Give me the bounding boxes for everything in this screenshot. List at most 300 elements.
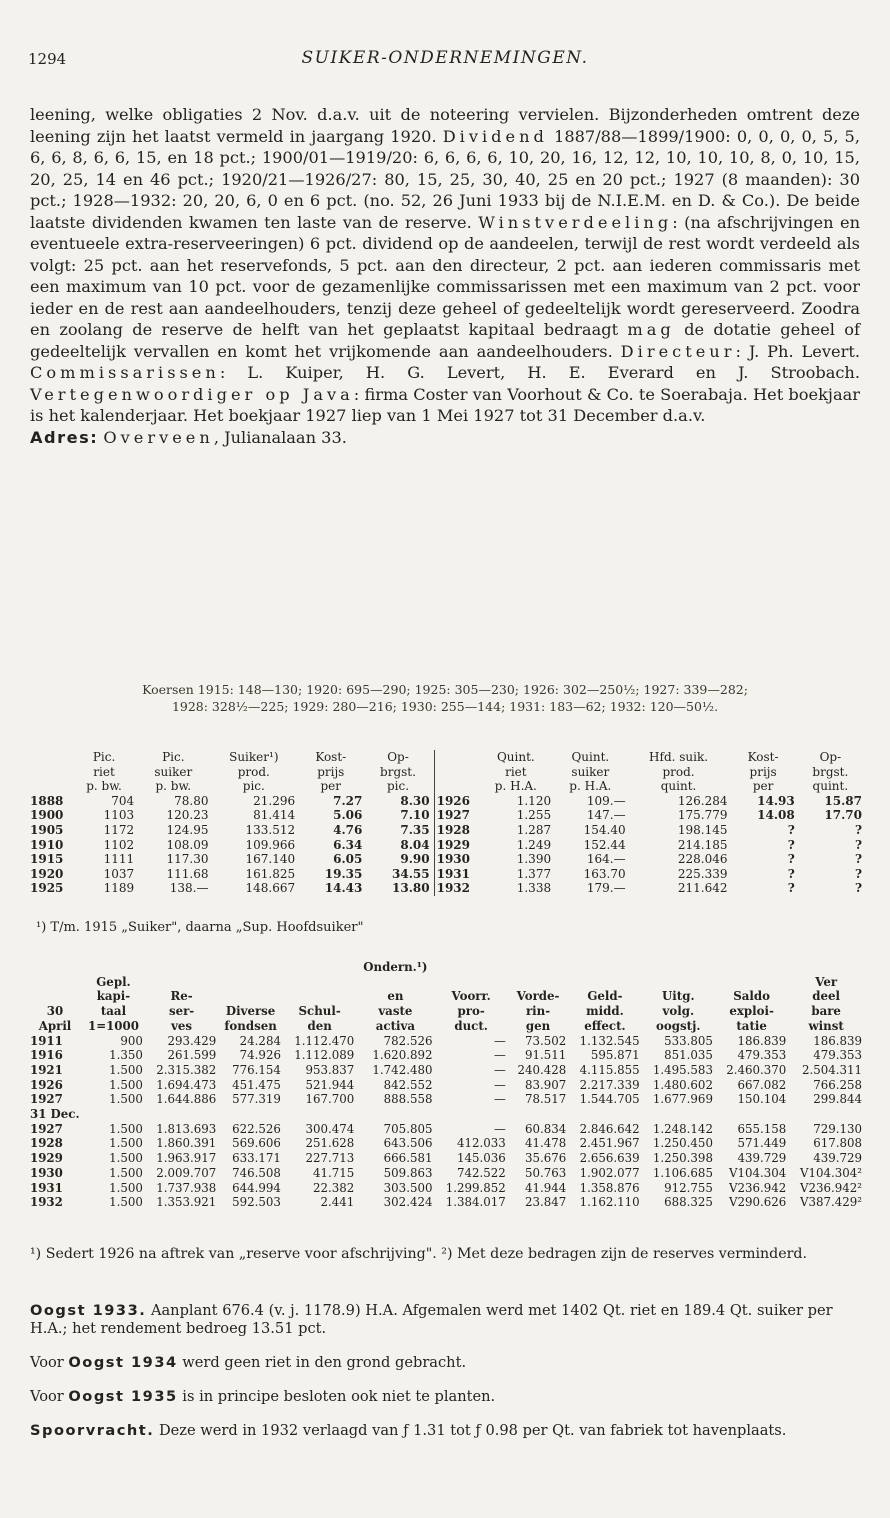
table-cell: 1.480.602: [652, 1077, 713, 1092]
year-cell: 1931: [436, 866, 470, 881]
address-place: Overveen: [103, 427, 214, 447]
table-cell: 633.171: [232, 1151, 281, 1166]
year-cell: 1932: [30, 1195, 63, 1210]
production-table: [28, 750, 864, 896]
table-cell: 1.248.142: [652, 1121, 713, 1136]
table-cell: 120.23: [166, 808, 209, 823]
spoorvracht-text: Deze werd in 1932 verlaagd van ƒ 1.31 tot ƒ 0.98 per Qt. van fabriek tot havenplaats.: [158, 1422, 787, 1439]
directeur-text: : J. Ph. Levert.: [735, 341, 860, 361]
table-cell: 1.250.398: [652, 1151, 713, 1166]
header-cell: p. H.A.: [569, 779, 612, 794]
share-prices: [30, 682, 860, 715]
table-cell: 1.742.480: [372, 1062, 433, 1077]
header-cell: Suiker¹): [229, 750, 279, 764]
winstverdeeling-label: Winstverdeeling: [478, 212, 673, 232]
table-cell: 644.994: [232, 1180, 281, 1195]
header-cell: rin-: [525, 1004, 551, 1019]
table-cell: 1.250.450: [652, 1136, 713, 1151]
header-cell: riet: [505, 764, 527, 779]
table-cell: 24.284: [239, 1033, 281, 1048]
year-cell: 1910: [30, 837, 64, 852]
table-cell: 1.813.693: [156, 1121, 217, 1136]
table-cell: 91.511: [524, 1048, 567, 1063]
oogst-1935-text: is in principe besloten ook niet te planten.: [182, 1388, 496, 1405]
table-cell: V104.304: [728, 1165, 787, 1180]
table-row: [28, 1078, 864, 1093]
table-cell: 108.09: [166, 837, 209, 852]
header-cell: effect.: [584, 1018, 626, 1033]
header-cell: quint.: [812, 779, 849, 794]
table-cell: 13.80: [392, 881, 430, 896]
table-cell: [283, 1107, 356, 1122]
header-cell: [356, 975, 434, 990]
table-cell: 851.035: [664, 1048, 713, 1063]
table-cell: 1.500: [109, 1195, 143, 1210]
table-cell: 643.506: [383, 1136, 433, 1151]
table-cell: ?: [787, 837, 795, 852]
table-cell: 154.40: [583, 822, 626, 837]
table-cell: 41.944: [524, 1180, 567, 1195]
header-cell: activa: [375, 1018, 416, 1033]
header-cell: per: [320, 779, 342, 794]
table-cell: 705.805: [383, 1121, 433, 1136]
header-cell: prijs: [749, 764, 777, 779]
table-cell: 1.162.110: [579, 1195, 640, 1210]
table-cell: 293.429: [167, 1033, 217, 1048]
header-cell: [28, 779, 72, 794]
table-cell: V236.942: [728, 1180, 787, 1195]
table-cell: 1.112.089: [294, 1048, 355, 1063]
oogst-1934-prefix: Voor: [30, 1354, 64, 1371]
header-cell: ser-: [168, 1004, 195, 1019]
table-cell: 186.839: [813, 1033, 862, 1048]
oogst-1935-prefix: Voor: [30, 1388, 64, 1405]
table-cell: 1103: [103, 808, 135, 823]
production-table-footnote: ¹) T/m. 1915 „Suiker", daarna „Sup. Hoofdsuiker": [36, 920, 364, 935]
table-cell: 1037: [103, 866, 135, 881]
header-cell: tatie: [736, 1018, 767, 1033]
table-cell: 78.80: [174, 793, 209, 808]
table-cell: 1.106.685: [652, 1165, 713, 1180]
header-cell: pic.: [242, 779, 265, 794]
table-cell: [788, 1107, 864, 1122]
header-cell: April: [38, 1018, 72, 1033]
header-cell: p. bw.: [86, 779, 122, 794]
oogst-1935-label: Oogst 1935: [68, 1388, 178, 1405]
table-cell: 1.249: [516, 837, 552, 852]
header-cell: Hfd. suik.: [649, 750, 709, 764]
table-cell: 1.390: [516, 852, 552, 867]
header-cell: brgst.: [380, 764, 416, 779]
header-cell: deel: [812, 989, 841, 1004]
header-cell: Kost-: [747, 750, 779, 764]
table-cell: 1.500: [109, 1092, 143, 1107]
table-cell: 167.140: [245, 852, 296, 867]
page-number: 1294: [28, 50, 67, 68]
table-cell: 842.552: [383, 1077, 433, 1092]
table-cell: 1.338: [516, 881, 552, 896]
table-row: [28, 1034, 864, 1049]
table-cell: 1.350: [109, 1048, 143, 1063]
header-cell: [218, 989, 283, 1004]
table-cell: ?: [854, 866, 862, 881]
header-cell: [28, 765, 72, 780]
header-cell: winst: [808, 1018, 844, 1033]
header-cell: p. H.A.: [494, 779, 537, 794]
header-cell: [218, 975, 283, 990]
table-cell: ?: [854, 822, 862, 837]
table-cell: 152.44: [583, 837, 626, 852]
company-description: [30, 104, 860, 448]
table-cell: 186.839: [737, 1033, 787, 1048]
header-cell: [145, 960, 218, 975]
table-cell: 2.009.707: [156, 1165, 217, 1180]
share-prices-line: Koersen 1915: 148—130; 1920: 695—290; 1925: 305—230; 1926: 302—250½; 1927: 339—282;: [142, 682, 748, 697]
header-cell: [642, 975, 715, 990]
year-cell: 1926: [436, 793, 470, 808]
table-cell: 1111: [103, 852, 135, 867]
dividend-label: Dividend: [442, 126, 548, 146]
table-cell: 83.907: [524, 1077, 567, 1092]
table-cell: 167.700: [305, 1092, 355, 1107]
header-cell: prijs: [317, 764, 345, 779]
commissarissen-text: : L. Kuiper, H. G. Levert, H. E. Everard en J. Stroobach.: [219, 363, 860, 382]
oogst-1934-text: werd geen riet in den grond gebracht.: [182, 1354, 467, 1371]
header-cell: [283, 989, 356, 1004]
header-cell: [715, 960, 788, 975]
header-cell: Op-: [387, 750, 409, 764]
table-cell: 2.656.639: [579, 1151, 640, 1166]
header-cell: [28, 960, 82, 975]
table-cell: 15.87: [824, 793, 862, 808]
year-cell: 1930: [30, 1165, 63, 1180]
table-cell: 7.10: [400, 808, 430, 823]
table-cell: 299.844: [813, 1092, 862, 1107]
header-cell: volg.: [662, 1004, 695, 1019]
table-cell: 766.258: [813, 1077, 862, 1092]
year-cell: 1900: [30, 808, 64, 823]
table-cell: 7.27: [333, 793, 363, 808]
table-cell: 225.339: [677, 866, 728, 881]
table-cell: 6.34: [333, 837, 363, 852]
table-cell: —: [494, 1092, 506, 1107]
table-row: [28, 808, 864, 823]
header-cell: taal: [100, 1004, 127, 1019]
header-cell: [434, 750, 479, 765]
year-cell: 1927: [30, 1092, 63, 1107]
table-cell: 78.517: [524, 1092, 567, 1107]
table-cell: [568, 1107, 641, 1122]
table-cell: ?: [854, 852, 862, 867]
header-cell: [788, 960, 864, 975]
header-cell: Diverse: [225, 1004, 276, 1019]
header-cell: Quint.: [571, 750, 610, 764]
table-cell: 124.95: [166, 822, 209, 837]
table-cell: 412.033: [457, 1136, 506, 1151]
spoorvracht-label: Spoorvracht.: [30, 1422, 155, 1439]
table-cell: 595.871: [590, 1048, 640, 1063]
table-cell: V290.626: [728, 1195, 787, 1210]
table-cell: 776.154: [232, 1062, 281, 1077]
header-cell: Geld-: [587, 989, 623, 1004]
table-cell: 303.500: [383, 1180, 433, 1195]
table-cell: 1.500: [109, 1180, 143, 1195]
table-cell: 111.68: [166, 866, 209, 881]
table-cell: 667.082: [737, 1077, 787, 1092]
table-cell: 622.526: [232, 1121, 281, 1136]
table-row: [28, 1195, 864, 1210]
page-header: [28, 48, 862, 78]
table-cell: 138.—: [169, 881, 209, 896]
table-cell: 704: [111, 793, 135, 808]
table-cell: 1.500: [109, 1121, 143, 1136]
header-cell: midd.: [586, 1004, 624, 1019]
table-cell: —: [494, 1077, 506, 1092]
header-cell: Voorr.: [451, 989, 491, 1004]
header-cell: Kost-: [315, 750, 347, 764]
header-cell: suiker: [154, 764, 193, 779]
table-cell: 577.319: [232, 1092, 281, 1107]
oogst-1934-label: Oogst 1934: [68, 1354, 178, 1371]
header-cell: [434, 960, 507, 975]
table-row: [28, 1048, 864, 1063]
table-cell: 2.460.370: [726, 1062, 787, 1077]
table-row: [28, 794, 864, 809]
header-cell: bare: [811, 1004, 841, 1019]
address-line: [30, 427, 860, 449]
header-cell: [28, 989, 82, 1004]
header-cell: 30: [46, 1004, 64, 1019]
table-cell: —: [494, 1062, 506, 1077]
table-cell: 1.287: [516, 822, 552, 837]
table-cell: 688.325: [664, 1195, 713, 1210]
table-cell: 439.729: [813, 1151, 862, 1166]
table-cell: 23.847: [524, 1195, 567, 1210]
table-cell: 73.502: [524, 1033, 567, 1048]
header-cell: den: [307, 1018, 332, 1033]
table-cell: 6.05: [333, 852, 363, 867]
table-cell: 1.358.876: [579, 1180, 640, 1195]
address-label: Adres:: [30, 427, 99, 447]
header-cell: [508, 960, 568, 975]
table-cell: 5.06: [333, 808, 363, 823]
table-cell: 150.104: [737, 1092, 787, 1107]
table-cell: 148.667: [245, 881, 296, 896]
header-cell: kapi-: [96, 989, 131, 1004]
table-cell: 1.544.705: [579, 1092, 640, 1107]
table-cell: 1.500: [109, 1136, 143, 1151]
table-cell: 1.677.969: [652, 1092, 713, 1107]
year-cell: 1920: [30, 866, 64, 881]
header-cell: exploi-: [729, 1004, 774, 1019]
table-cell: 41.478: [524, 1136, 567, 1151]
table-cell: 161.825: [245, 866, 296, 881]
table-header-row: [28, 765, 864, 780]
table-cell: 8.04: [400, 837, 430, 852]
header-cell: prod.: [662, 764, 695, 779]
balance-table: [28, 960, 864, 1210]
table-cell: 41.715: [313, 1165, 355, 1180]
header-cell: [642, 960, 715, 975]
header-cell: [28, 750, 72, 765]
vertegenwoordiger-text: : firma Coster van Voorhout & Co. te Soerabaja. Het boekjaar is het kalenderjaar. Het boekjaar 1927 liep van 1 Mei 1927 tot 31 December d.a.v.: [30, 384, 860, 425]
year-cell: 1905: [30, 822, 64, 837]
table-cell: 912.755: [664, 1180, 713, 1195]
table-cell: V387.429²: [799, 1195, 862, 1210]
header-cell: [434, 779, 479, 794]
table-cell: [508, 1107, 568, 1122]
table-row: [28, 1166, 864, 1181]
header-cell: suiker: [571, 764, 610, 779]
address-text: , Julianalaan 33.: [213, 427, 347, 447]
commissarissen-label: Commissarissen: [30, 363, 220, 382]
header-cell: Op-: [819, 750, 842, 764]
table-cell: 133.512: [245, 822, 296, 837]
spoorvracht-paragraph: [30, 1422, 860, 1440]
table-cell: 900: [120, 1033, 143, 1048]
table-row: [28, 1092, 864, 1107]
table-row: [28, 1107, 864, 1122]
table-cell: 14.08: [757, 808, 795, 823]
header-cell: Ondern.¹): [363, 960, 428, 974]
header-cell: [28, 975, 82, 990]
table-cell: 1.299.852: [445, 1180, 506, 1195]
header-cell: Ver: [815, 974, 838, 989]
table-row: [28, 881, 864, 896]
directeur-label: Directeur: [620, 341, 736, 361]
header-cell: [508, 975, 568, 990]
year-cell: 1927: [436, 808, 470, 823]
table-cell: 533.805: [664, 1033, 713, 1048]
table-cell: 109.966: [245, 837, 296, 852]
table-cell: 2.217.339: [579, 1077, 640, 1092]
table-cell: 1.500: [109, 1151, 143, 1166]
table-cell: 227.713: [305, 1151, 355, 1166]
table-cell: 2.441: [320, 1195, 355, 1210]
table-cell: 1.500: [109, 1062, 143, 1077]
header-cell: pic.: [386, 779, 410, 794]
table-cell: 50.763: [524, 1165, 567, 1180]
table-cell: 22.382: [313, 1180, 355, 1195]
year-cell: 1921: [30, 1062, 63, 1077]
oogst-1933-text: Aanplant 676.4 (v. j. 1178.9) H.A. Afgemalen werd met 1402 Qt. riet en 189.4 Qt. suiker per H.A.; het rendement bedroeg 13.51 pct.: [30, 1302, 833, 1337]
table-cell: 1.644.886: [156, 1092, 217, 1107]
header-cell: p. bw.: [155, 779, 192, 794]
header-cell: [568, 975, 641, 990]
table-cell: 302.424: [383, 1195, 433, 1210]
table-cell: V236.942²: [799, 1180, 862, 1195]
table-cell: 509.863: [383, 1165, 433, 1180]
header-cell: gen: [525, 1018, 551, 1033]
header-cell: [434, 765, 479, 780]
table-cell: 592.503: [232, 1195, 281, 1210]
table-row: [28, 1122, 864, 1137]
table-cell: 1.620.892: [372, 1048, 433, 1063]
share-prices-line: 1928: 328½—225; 1929: 280—216; 1930: 255—144; 1931: 183—62; 1932: 120—50½.: [171, 698, 719, 714]
table-row: [28, 1181, 864, 1196]
running-title: SUIKER-ONDERNEMINGEN.: [301, 48, 589, 68]
table-cell: 35.676: [524, 1151, 567, 1166]
table-cell: 1.694.473: [156, 1077, 217, 1092]
header-cell: [283, 960, 356, 975]
header-cell: oogstj.: [656, 1018, 701, 1033]
table-cell: [434, 1107, 507, 1122]
header-cell: [568, 960, 641, 975]
table-cell: 7.35: [400, 822, 430, 837]
year-cell: 1932: [436, 881, 470, 896]
table-cell: 782.526: [383, 1033, 433, 1048]
table-cell: 746.508: [232, 1165, 281, 1180]
loan-text: leening, welke obligaties 2 Nov. d.a.v. uit de noteering vervielen. Bijzonderheden omtrent deze leening zijn het laatst vermeld in jaargang 1920.: [30, 105, 860, 146]
vertegenwoordiger-label: Vertegenwoordiger op Java: [30, 384, 354, 404]
table-row: [28, 852, 864, 867]
table-cell: [642, 1107, 715, 1122]
table-cell: 1.112.470: [294, 1033, 355, 1048]
table-cell: 147.—: [586, 808, 626, 823]
header-cell: en: [387, 989, 404, 1004]
header-cell: [283, 975, 356, 990]
header-cell: [715, 975, 788, 990]
table-cell: 261.599: [167, 1048, 217, 1063]
table-cell: [218, 1107, 283, 1122]
header-cell: vaste: [378, 1004, 413, 1019]
header-cell: Uitg.: [661, 989, 695, 1004]
header-cell: Pic.: [92, 750, 116, 764]
mag-label: mag: [627, 320, 675, 339]
year-cell: 1929: [436, 837, 470, 852]
mag-text: de dotatie geheel of gedeeltelijk vervallen en komt het vrijkomende aan aandeelhouders.: [30, 320, 860, 361]
table-cell: 19.35: [324, 866, 363, 881]
table-row: [28, 838, 864, 853]
table-row: [28, 823, 864, 838]
table-header-row: [28, 750, 864, 765]
table-cell: ?: [787, 852, 795, 867]
table-cell: 1.495.583: [652, 1062, 713, 1077]
header-cell: Gepl.: [96, 974, 131, 989]
table-cell: 1.384.017: [445, 1195, 506, 1210]
year-cell: 1916: [30, 1048, 63, 1063]
table-cell: 214.185: [677, 837, 728, 852]
section-label: 31 Dec.: [30, 1107, 80, 1122]
table-header-row: [28, 779, 864, 794]
table-cell: [82, 1107, 145, 1122]
oogst-1935-paragraph: [30, 1388, 860, 1406]
table-row: [28, 867, 864, 882]
winstverdeeling-text: : (na afschrijvingen en eventueele extra-reserveeringen) 6 pct. dividend op de aandeelen, terwijl de rest wordt verdeeld als volgt: 25 pct. aan het reservefonds, 5 pct. aan den directeur, 2 pct. aan iederen commissaris met een maximum van 10 pct. voor de gezamenlijke commissarissen met een maximum van 2 pct. voor ieder en de rest aan aandeelhouders, tenzij deze geheel of gedeeltelijk wordt gereserveerd. Zoodra en zoolang de reserve de helft van het geplaatst kapitaal bedraagt: [30, 212, 860, 339]
header-cell: per: [752, 779, 774, 794]
table-row: [28, 1136, 864, 1151]
table-cell: 126.284: [677, 793, 728, 808]
table-cell: 439.729: [737, 1151, 787, 1166]
header-cell: Schul-: [298, 1004, 341, 1019]
table-cell: 479.353: [737, 1048, 787, 1063]
table-header-row: [28, 960, 864, 975]
table-cell: 2.451.967: [579, 1136, 640, 1151]
header-cell: ves: [171, 1018, 193, 1033]
table-cell: 179.—: [586, 881, 626, 896]
table-cell: 17.70: [824, 808, 862, 823]
year-cell: 1915: [30, 852, 64, 867]
table-cell: 81.414: [253, 808, 296, 823]
table-header-row: [28, 1004, 864, 1019]
table-cell: 21.296: [253, 793, 296, 808]
table-cell: ?: [854, 837, 862, 852]
table-cell: ?: [787, 822, 795, 837]
table-cell: 1.353.921: [156, 1195, 217, 1210]
year-cell: 1928: [436, 822, 470, 837]
table-cell: —: [494, 1033, 506, 1048]
header-cell: Vorde-: [516, 989, 560, 1004]
